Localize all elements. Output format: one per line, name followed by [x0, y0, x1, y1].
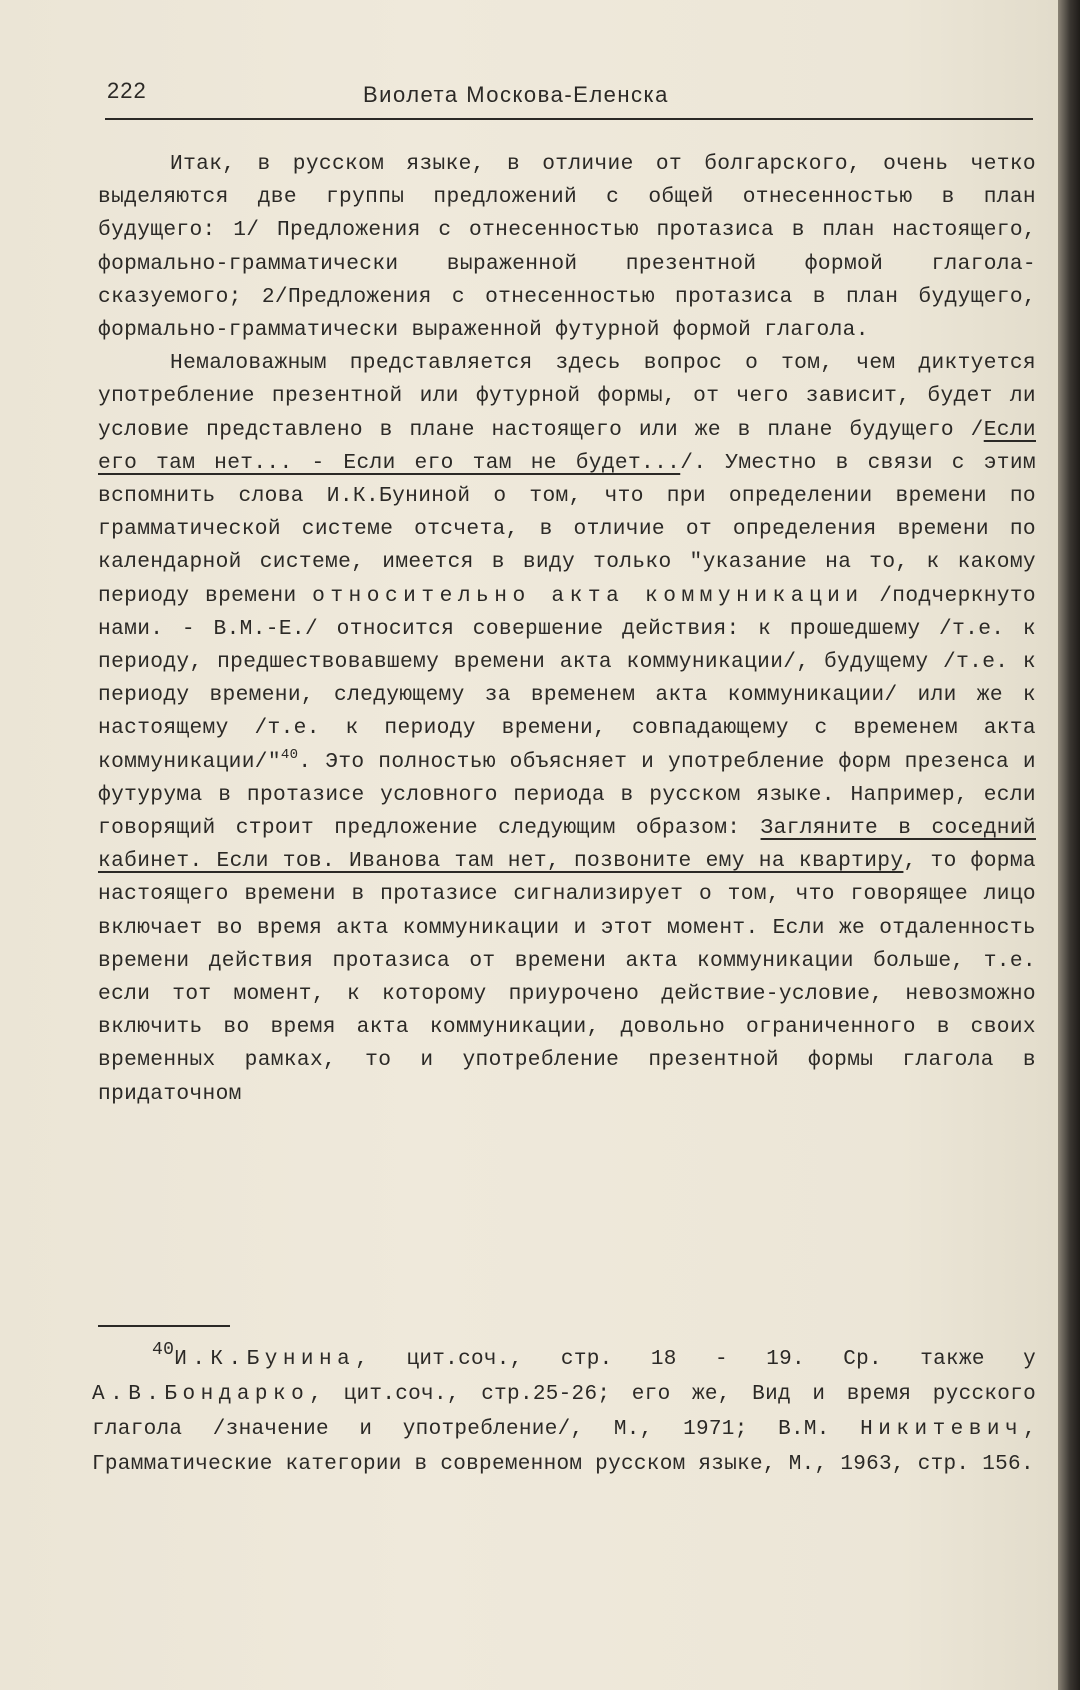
- footnote-author-3: Никитевич: [860, 1418, 1024, 1441]
- page-edge-shadow: [1058, 0, 1080, 1690]
- page-header: [105, 78, 1033, 120]
- p2-text-a: Немаловажным представляется здесь вопрос о том, чем диктуется употребление презентной или футурной формы, от чего зависит, будет ли условие представлено в плане настоящего или же в плане будущего /: [98, 351, 1036, 442]
- footnote-author-1: И.К.Бунина: [174, 1348, 356, 1371]
- footnote: [92, 1342, 1036, 1482]
- footnote-text-1: , цит.соч., стр. 18 - 19. Ср. также у: [355, 1348, 1036, 1371]
- footnote-author-2: А.В.Бондарко: [92, 1383, 310, 1406]
- underlined-example-2: Загляните в соседний кабинет. Если тов. Иванова там нет, позвоните ему на квартиру: [98, 816, 1036, 874]
- p2-text-e: , то форма настоящего времени в протазисе сигнализирует о том, что говорящее лицо включает во время акта коммуникации и этот момент. Если же отдаленность времени действия протазиса от времени акта коммуникации больше, т.е. если тот момент, к которому приурочено действие-условие, невозможно включить во время акта коммуникации, довольно ограниченного в своих временных рамках, то и употребление презентной формы глагола в придаточном: [98, 849, 1036, 1106]
- running-head: Виолета Москова-Еленска: [363, 82, 669, 107]
- footnote-text-2: , цит.соч., стр.25-26; его же, Вид и время русского глагола /значение и употребление/, М., 1971; В.М.: [92, 1383, 1036, 1441]
- underlined-example-1: Если его там нет... - Если его там не будет...: [98, 417, 1036, 475]
- footnote-text-3: , Грамматические категории в современном русском языке, М., 1963, стр. 156.: [92, 1418, 1036, 1476]
- footnote-reference: 40: [280, 746, 299, 763]
- p2-text-d: . Это полностью объясняет и употребление форм презенса и футурума в протазисе условного периода в русском языке. Например, если говорящий строит предложение следующим образом:: [98, 749, 1036, 841]
- page-number: 222: [107, 78, 147, 103]
- main-text: [98, 148, 1036, 1111]
- p2-text-b: /. Уместно в связи с этим вспомнить слова И.К.Буниной о том, что при определении времени по грамматической системе отсчета, в отличие от определения времени по календарной системе, имеется в виду только "указание на то, к какому периоду времени: [98, 450, 1036, 608]
- paragraph-1: Итак, в русском языке, в отличие от болгарского, очень четко выделяются две группы предложений с общей отнесенностью в план будущего: 1/ Предложения с отнесенностью протазиса в план настоящего, формально-грамматически выраженной презентной формой глагола-сказуемого; 2/Предложения с отнесенностью протазиса в план будущего, формально-грамматически выраженной футурной формой глагола.: [98, 152, 1036, 343]
- footnote-divider: [98, 1325, 230, 1327]
- spaced-emphasis: относительно акта коммуникации: [312, 583, 864, 608]
- p2-text-c: /подчеркнуто нами. - В.М.-Е./ относится совершение действия: к прошедшему /т.е. к периоду, предшествовавшему времени акта коммуникации/, будущему /т.е. к периоду времени, следующему за временем акта коммуникации/ или же к настоящему /т.е. к периоду времени, совпадающему с временем акта коммуникации/": [98, 583, 1036, 774]
- paragraph-2: [98, 347, 1036, 1111]
- footnote-mark: 40: [152, 1340, 175, 1360]
